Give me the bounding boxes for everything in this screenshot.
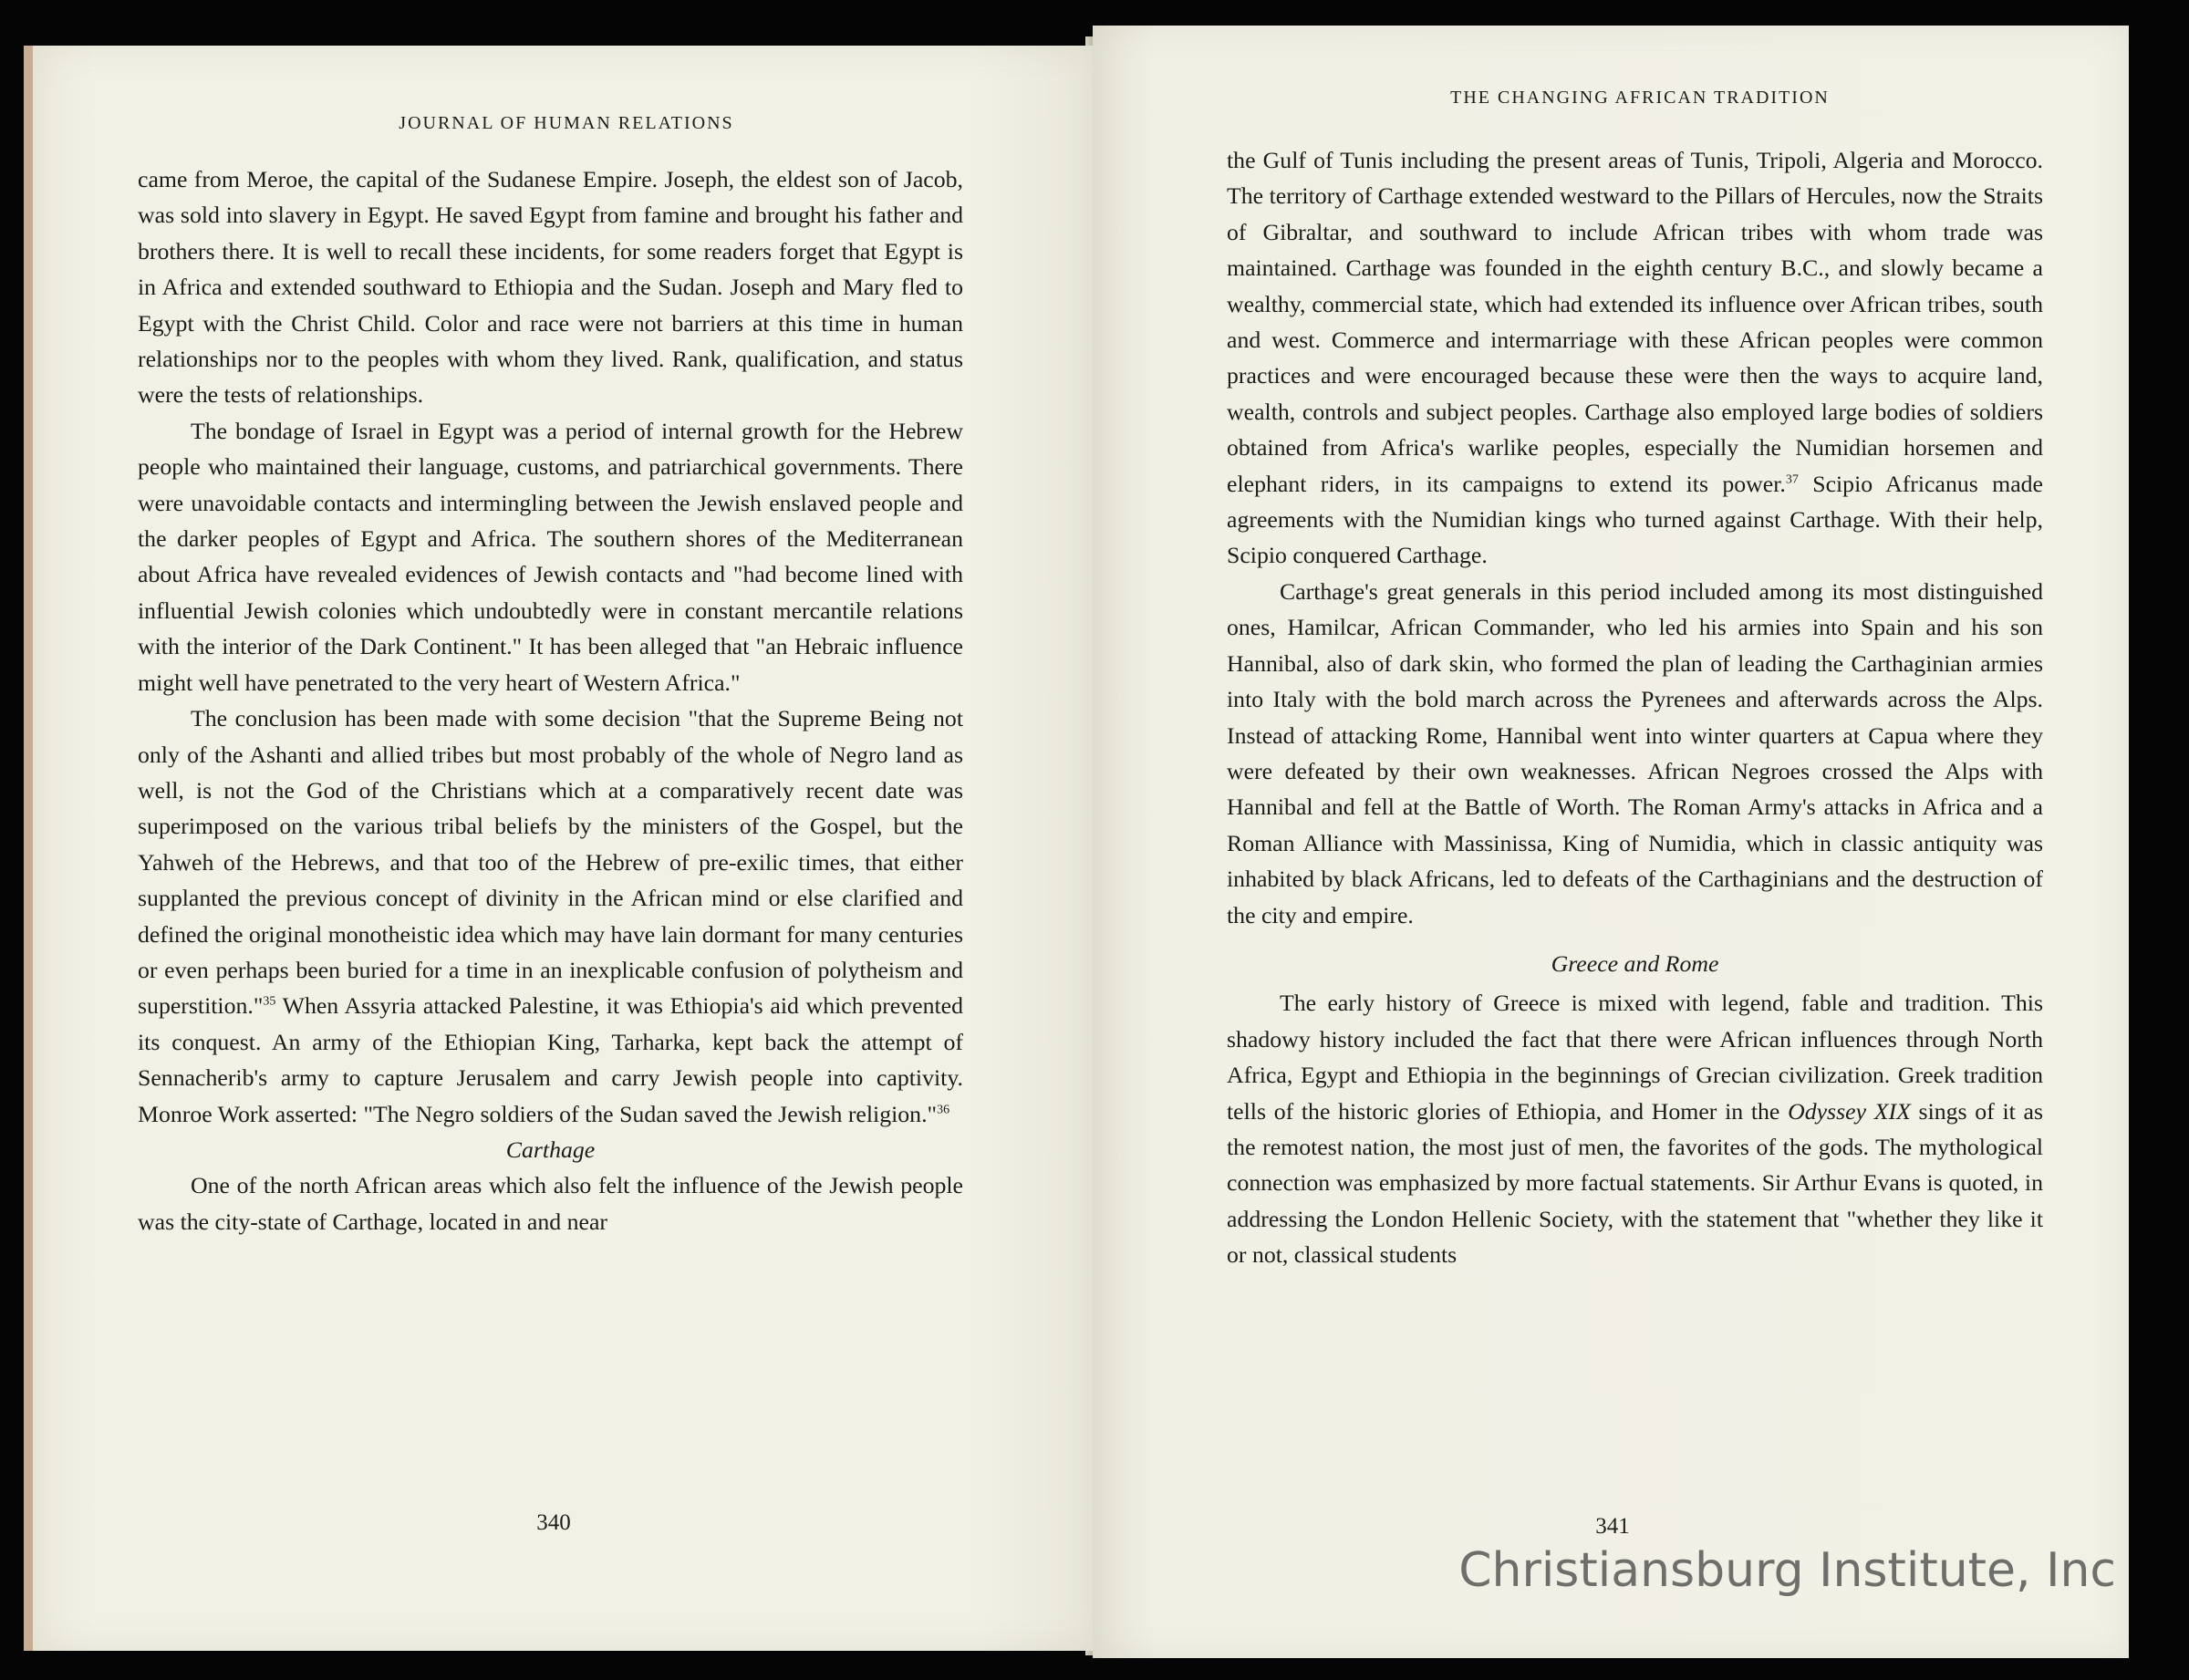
paragraph: [1227, 142, 2043, 574]
section-heading-greece-and-rome: Greece and Rome: [1551, 949, 1719, 977]
paragraph-text: sings of it as the remotest nation, the most just of men, the favorites of the gods. The mythological connection was emphasized by more factual statements. Sir Arthur Evans is quoted, in addressing the London Hellenic Society, with the statement that "whether they like it or not, classical students: [1227, 1097, 2043, 1269]
paragraph: [138, 700, 963, 1132]
paragraph: The bondage of Israel in Egypt was a period of internal growth for the Hebrew people who maintained their language, customs, and patriarchical governments. There were unavoidable contacts and intermingling between the Jewish enslaved people and the darker peoples of Egypt and Africa. The southern shores of the Mediterranean about Africa have revealed evidences of Jewish contacts and "had become lined with influential Jewish colonies which undoubtedly were in constant mercantile relations with the interior of the Dark Continent." It has been alleged that "an Hebraic influence might well have penetrated to the very heart of Western Africa.": [138, 417, 963, 696]
right-page: [1093, 26, 2129, 1658]
paragraph: One of the north African areas which also felt the influence of the Jewish people was the city-state of Carthage, located in and near: [138, 1172, 963, 1235]
paragraph: Carthage's great generals in this period included among its most distinguished ones, Hamilcar, African Commander, who led his armies into Spain and his son Hannibal, also of dark skin, who formed the plan of leading the Carthaginian armies into Italy with the bold march across the Pyrenees and afterwards across the Alps. Instead of attacking Rome, Hannibal went into winter quarters at Capua where they were defeated by their own weaknesses. African Negroes crossed the Alps with Hannibal and fell at the Battle of Worth. The Roman Army's attacks in Africa and a Roman Alliance with Massinissa, King of Numidia, which in classic antiquity was inhabited by black Africans, led to defeats of the Carthaginians and the destruction of the city and empire.: [1227, 577, 2043, 928]
left-page-number: 340: [536, 1510, 571, 1535]
paragraph: came from Meroe, the capital of the Sudanese Empire. Joseph, the eldest son of Jacob, was sold into slavery in Egypt. He saved Egypt from famine and brought his father and brothers there. It is well to recall these incidents, for some readers forget that Egypt is in Africa and extended southward to Ethiopia and the Sudan. Joseph and Mary fled to Egypt with the Christ Child. Color and race were not barriers at this time in human relationships nor to the peoples with whom they lived. Rank, qualification, and status were the tests of relationships.: [138, 166, 963, 409]
paragraph-text: The conclusion has been made with some decision "that the Supreme Being not only of the Ashanti and allied tribes but most probably of the whole of Negro land as well, is not the God of the Christians which at a comparatively recent date was superimposed on the various tribal beliefs by the ministers of the Gospel, but the Yahweh of the Hebrews, and that too of the Hebrew of pre-exilic times, that either supplanted the previous concept of divinity in the African mind or else clarified and defined the original monotheistic idea which may have lain dormant for many centuries or even perhaps been buried for a time in an inexplicable confusion of polytheism and superstition.": [138, 705, 963, 1020]
paragraph: [1227, 985, 2043, 1272]
footnote-marker: 37: [1785, 472, 1799, 487]
left-page-body: [138, 161, 963, 1239]
left-page: [24, 46, 1100, 1651]
book-title: Odyssey XIX: [1788, 1097, 1911, 1125]
paragraph-text: When Assyria attacked Palestine, it was Ethiopia's aid which prevented its conquest. An army of the Ethiopian King, Tarharka, kept back the attempt of Sennacherib's army to capture Jerusalem and carry Jewish people into captivity. Monroe Work asserted: "The Negro soldiers of the Sudan saved the Jewish religion.": [138, 992, 963, 1127]
right-running-head: THE CHANGING AFRICAN TRADITION: [1450, 88, 1830, 108]
paragraph-text: Scipio Africanus made agreements with the Numidian kings who turned against Carthage. With their help, Scipio conquered Carthage.: [1227, 470, 2044, 569]
footnote-marker: 36: [937, 1102, 950, 1116]
footnote-marker: 35: [263, 994, 276, 1009]
right-page-body: [1227, 142, 2043, 1273]
left-running-head: JOURNAL OF HUMAN RELATIONS: [399, 113, 734, 133]
paragraph-text: The early history of Greece is mixed with legend, fable and tradition. This shadowy history included the fact that there were African influences through North Africa, Egypt and Ethiopia in the beginnings of Grecian civilization. Greek tradition tells of the historic glories of Ethiopia, and Homer in the: [1227, 990, 2043, 1125]
paragraph-text: the Gulf of Tunis including the present areas of Tunis, Tripoli, Algeria and Morocco. The territory of Carthage extended westward to the Pillars of Hercules, now the Straits of Gibraltar, and southward to include African tribes with whom trade was maintained. Carthage was founded in the eighth century B.C., and slowly became a wealthy, commercial state, which had extended its influence over African tribes, south and west. Commerce and intermarriage with these African peoples were common practices and were encouraged because these were then the ways to acquire land, wealth, controls and subject peoples. Carthage also employed large bodies of soldiers obtained from Africa's warlike peoples, especially the Numidian horsemen and elephant riders, in its campaigns to extend its power.: [1227, 147, 2043, 497]
watermark: Christiansburg Institute, Inc: [1458, 1543, 2116, 1598]
section-heading-carthage: Carthage: [505, 1136, 596, 1163]
right-page-number: 341: [1595, 1514, 1630, 1539]
